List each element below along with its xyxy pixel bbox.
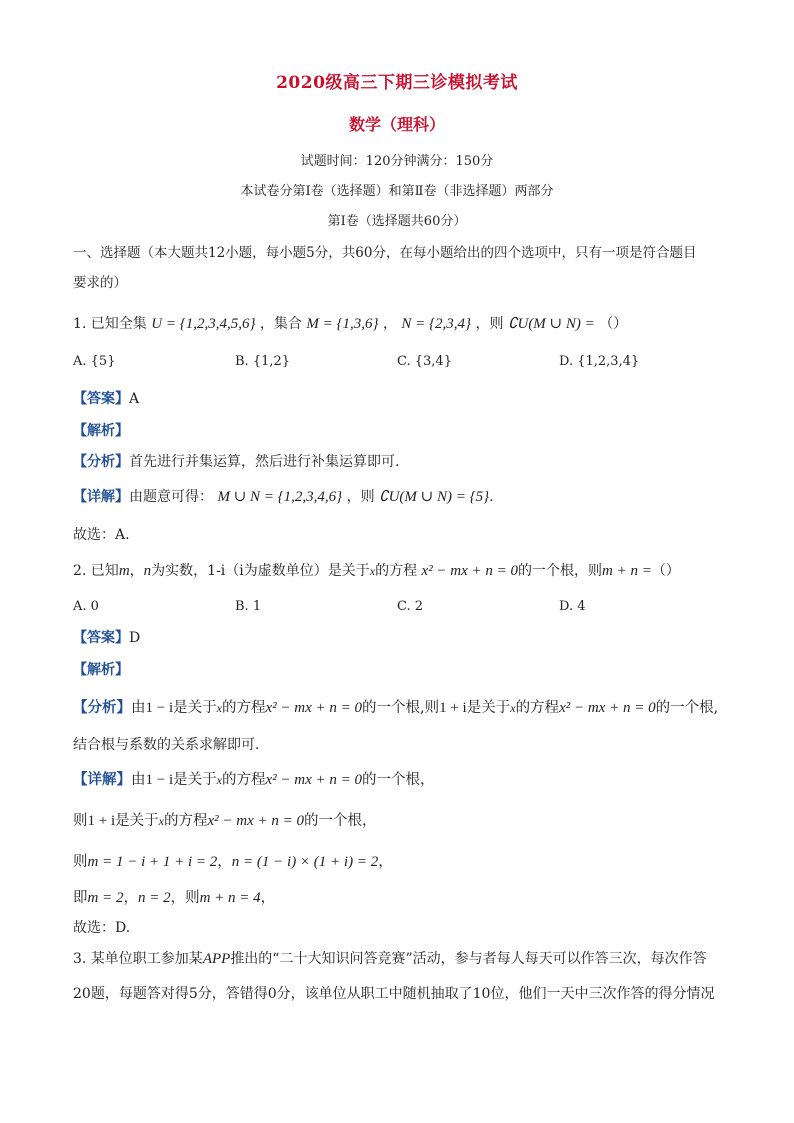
q2-xj1-b: 1 − i [145, 772, 174, 788]
exam-title: 2020级高三下期三诊模拟考试 [276, 73, 518, 93]
q1-xiangjie-end: . [489, 489, 494, 505]
xiangjie-label: 【详解】 [73, 489, 129, 505]
q2-xj2-f: x² − mx + n = 0 [207, 813, 304, 829]
q2-xj4-e: ，则 [170, 890, 200, 906]
q1-sep2: ， [382, 316, 397, 332]
q1-option-d: D. {1,2,3,4} [559, 354, 640, 369]
q2-fenxi-b: 1 − i [145, 700, 174, 716]
xiangjie-label: 【详解】 [73, 771, 131, 788]
q2-xj4-b: m = 2 [87, 890, 124, 906]
q2-fenxi-f: x² − mx + n = 0 [265, 700, 362, 716]
q2-xiangjie-line1 [73, 770, 434, 790]
q2-text-3: 为实数，1-i（i为虚数单位）是关于 [151, 563, 370, 579]
q1-fenxi [73, 452, 399, 472]
q2-xj4-c: ， [123, 890, 138, 906]
q2-xj3-e: ， [378, 854, 393, 870]
q2-sum: m + n = [602, 563, 652, 579]
q2-fenxi-line2: 结合根与系数的关系求解即可. [73, 737, 260, 753]
part1-heading: 第Ⅰ卷（选择题共60分） [327, 214, 467, 229]
q2-option-b: B. 1 [235, 599, 262, 614]
q2-option-d: D. 4 [559, 599, 586, 614]
answer-label: 【答案】 [73, 630, 129, 646]
q2-fenxi-k: 的方程 [515, 700, 560, 716]
fenxi-label: 【分析】 [73, 454, 129, 470]
q2-xj2-g: 的一个根， [303, 813, 377, 829]
q1-xiangjie-pre: 由题意可得： [129, 489, 213, 505]
structure-info: 本试卷分第Ⅰ卷（选择题）和第Ⅱ卷（非选择题）两部分 [240, 184, 554, 199]
q2-xj4-g: ， [260, 890, 276, 906]
q2-xiangjie-line3 [73, 852, 393, 872]
q2-text-2: ， [129, 563, 144, 579]
q2-text-1: 2. 已知 [73, 563, 119, 579]
q2-var-x: x [369, 564, 376, 578]
question-3-line1 [73, 949, 707, 969]
q1-set-u: U = {1,2,3,4,5,6} [151, 316, 256, 332]
q2-fenxi-i: 是关于 [466, 700, 511, 716]
q2-answer-value: D [129, 630, 141, 646]
answer-label: 【答案】 [73, 391, 129, 407]
q2-fenxi-l: x² − mx + n = 0 [559, 700, 656, 716]
q1-choose: 故选：A. [73, 527, 130, 543]
q1-set-m: M = {1,3,6} [306, 316, 379, 332]
q2-xj2-b: 1 + i [87, 813, 116, 829]
q2-fenxi [73, 698, 718, 718]
q2-xj1-d: x [216, 773, 222, 787]
q2-var-n: n [143, 563, 152, 579]
q1-xiangjie-mid: ，则 [346, 489, 375, 505]
q3-text-a: 3. 某单位职工参加某 [73, 951, 203, 967]
section-instructions-line1: 一、选择题（本大题共12小题，每小题5分，共60分，在每小题给出的四个选项中，只有一项是符合题目 [73, 245, 697, 261]
q2-fenxi-c: 是关于 [173, 700, 217, 716]
question-2 [73, 561, 680, 581]
q1-set-n: N = {2,3,4} [401, 316, 472, 332]
q2-xj4-a: 即 [73, 890, 88, 906]
time-info: 试题时间：120分钟满分：150分 [300, 154, 494, 169]
q3-text-b: 推出的“二十大知识问答竞赛”活动，参与者每人每天可以作答三次，每次作答 [230, 951, 707, 967]
q1-jiexi [73, 421, 129, 441]
q1-xiangjie-expr1: M ∪ N = {1,2,3,4,6} [217, 489, 343, 505]
q2-fenxi-m: 的一个根, [655, 700, 719, 716]
q2-fenxi-g: 的一个根,则 [361, 700, 440, 716]
jiexi-label: 【解析】 [73, 662, 129, 678]
jiexi-label: 【解析】 [73, 423, 129, 439]
q2-xiangjie-line4 [73, 888, 275, 908]
q2-equation: x² − mx + n = 0 [421, 563, 519, 579]
q1-option-b: B. {1,2} [235, 354, 291, 369]
q2-xj3-c: ， [217, 854, 232, 870]
q2-blank: （） [651, 563, 680, 579]
q2-jiexi [73, 660, 129, 680]
q2-choose: 故选：D. [73, 920, 131, 936]
q1-xiangjie-expr2: ∁U(M ∪ N) = {5} [379, 489, 490, 505]
question-1 [73, 314, 627, 334]
q2-xj4-d: n = 2 [137, 890, 171, 906]
q2-xj1-c: 是关于 [173, 772, 217, 788]
q2-xj3-b: m = 1 − i + 1 + i = 2 [87, 854, 218, 870]
q2-xj1-e: 的方程 [221, 772, 266, 788]
q1-answer [73, 389, 139, 409]
q1-blank: （） [599, 316, 628, 332]
q2-xj2-d: x [158, 814, 164, 828]
q2-text-4: 的方程 [375, 563, 418, 579]
q2-xj1-f: x² − mx + n = 0 [265, 772, 362, 788]
q2-xj1-a: 由 [131, 772, 146, 788]
q1-expression: ∁U(M ∪ N) = [507, 316, 595, 332]
q2-text-5: 的一个根，则 [518, 563, 603, 579]
q1-option-a: A. {5} [73, 354, 116, 369]
q2-var-m: m [118, 563, 130, 579]
q2-xj2-a: 则 [73, 813, 88, 829]
q1-option-c: C. {3,4} [397, 354, 452, 369]
fenxi-label: 【分析】 [73, 699, 131, 716]
q1-sep3: ，则 [475, 316, 504, 332]
q2-option-a: A. 0 [73, 599, 99, 614]
q1-xiangjie [73, 487, 494, 507]
q1-fenxi-text: 首先进行并集运算，然后进行补集运算即可. [129, 454, 400, 470]
q3-app: APP [202, 951, 231, 967]
q1-answer-value: A [129, 391, 140, 407]
q2-fenxi-j: x [510, 701, 516, 715]
q1-number: 1. 已知全集 [73, 316, 147, 332]
q2-answer [73, 628, 140, 648]
q2-xj4-f: m + n = 4 [199, 890, 261, 906]
q2-xj3-d: n = (1 − i) × (1 + i) = 2 [231, 854, 379, 870]
q1-sep1: ，集合 [259, 316, 302, 332]
q2-fenxi-a: 由 [131, 700, 146, 716]
q2-xj2-e: 的方程 [163, 813, 208, 829]
question-3-line2: 20题，每题答对得5分，答错得0分，该单位从职工中随机抽取了10位，他们一天中三次作答的得分情况 [73, 986, 715, 1002]
q2-xiangjie-line2 [73, 811, 376, 831]
q2-option-c: C. 2 [397, 599, 424, 614]
q2-xj1-g: 的一个根， [361, 772, 435, 788]
section-instructions-line2: 要求的） [73, 275, 127, 291]
q2-fenxi-h: 1 + i [439, 700, 467, 716]
q2-fenxi-e: 的方程 [221, 700, 266, 716]
q2-xj2-c: 是关于 [115, 813, 159, 829]
q2-fenxi-d: x [216, 701, 222, 715]
exam-subtitle: 数学（理科） [348, 115, 445, 134]
q2-xj3-a: 则 [73, 854, 88, 870]
